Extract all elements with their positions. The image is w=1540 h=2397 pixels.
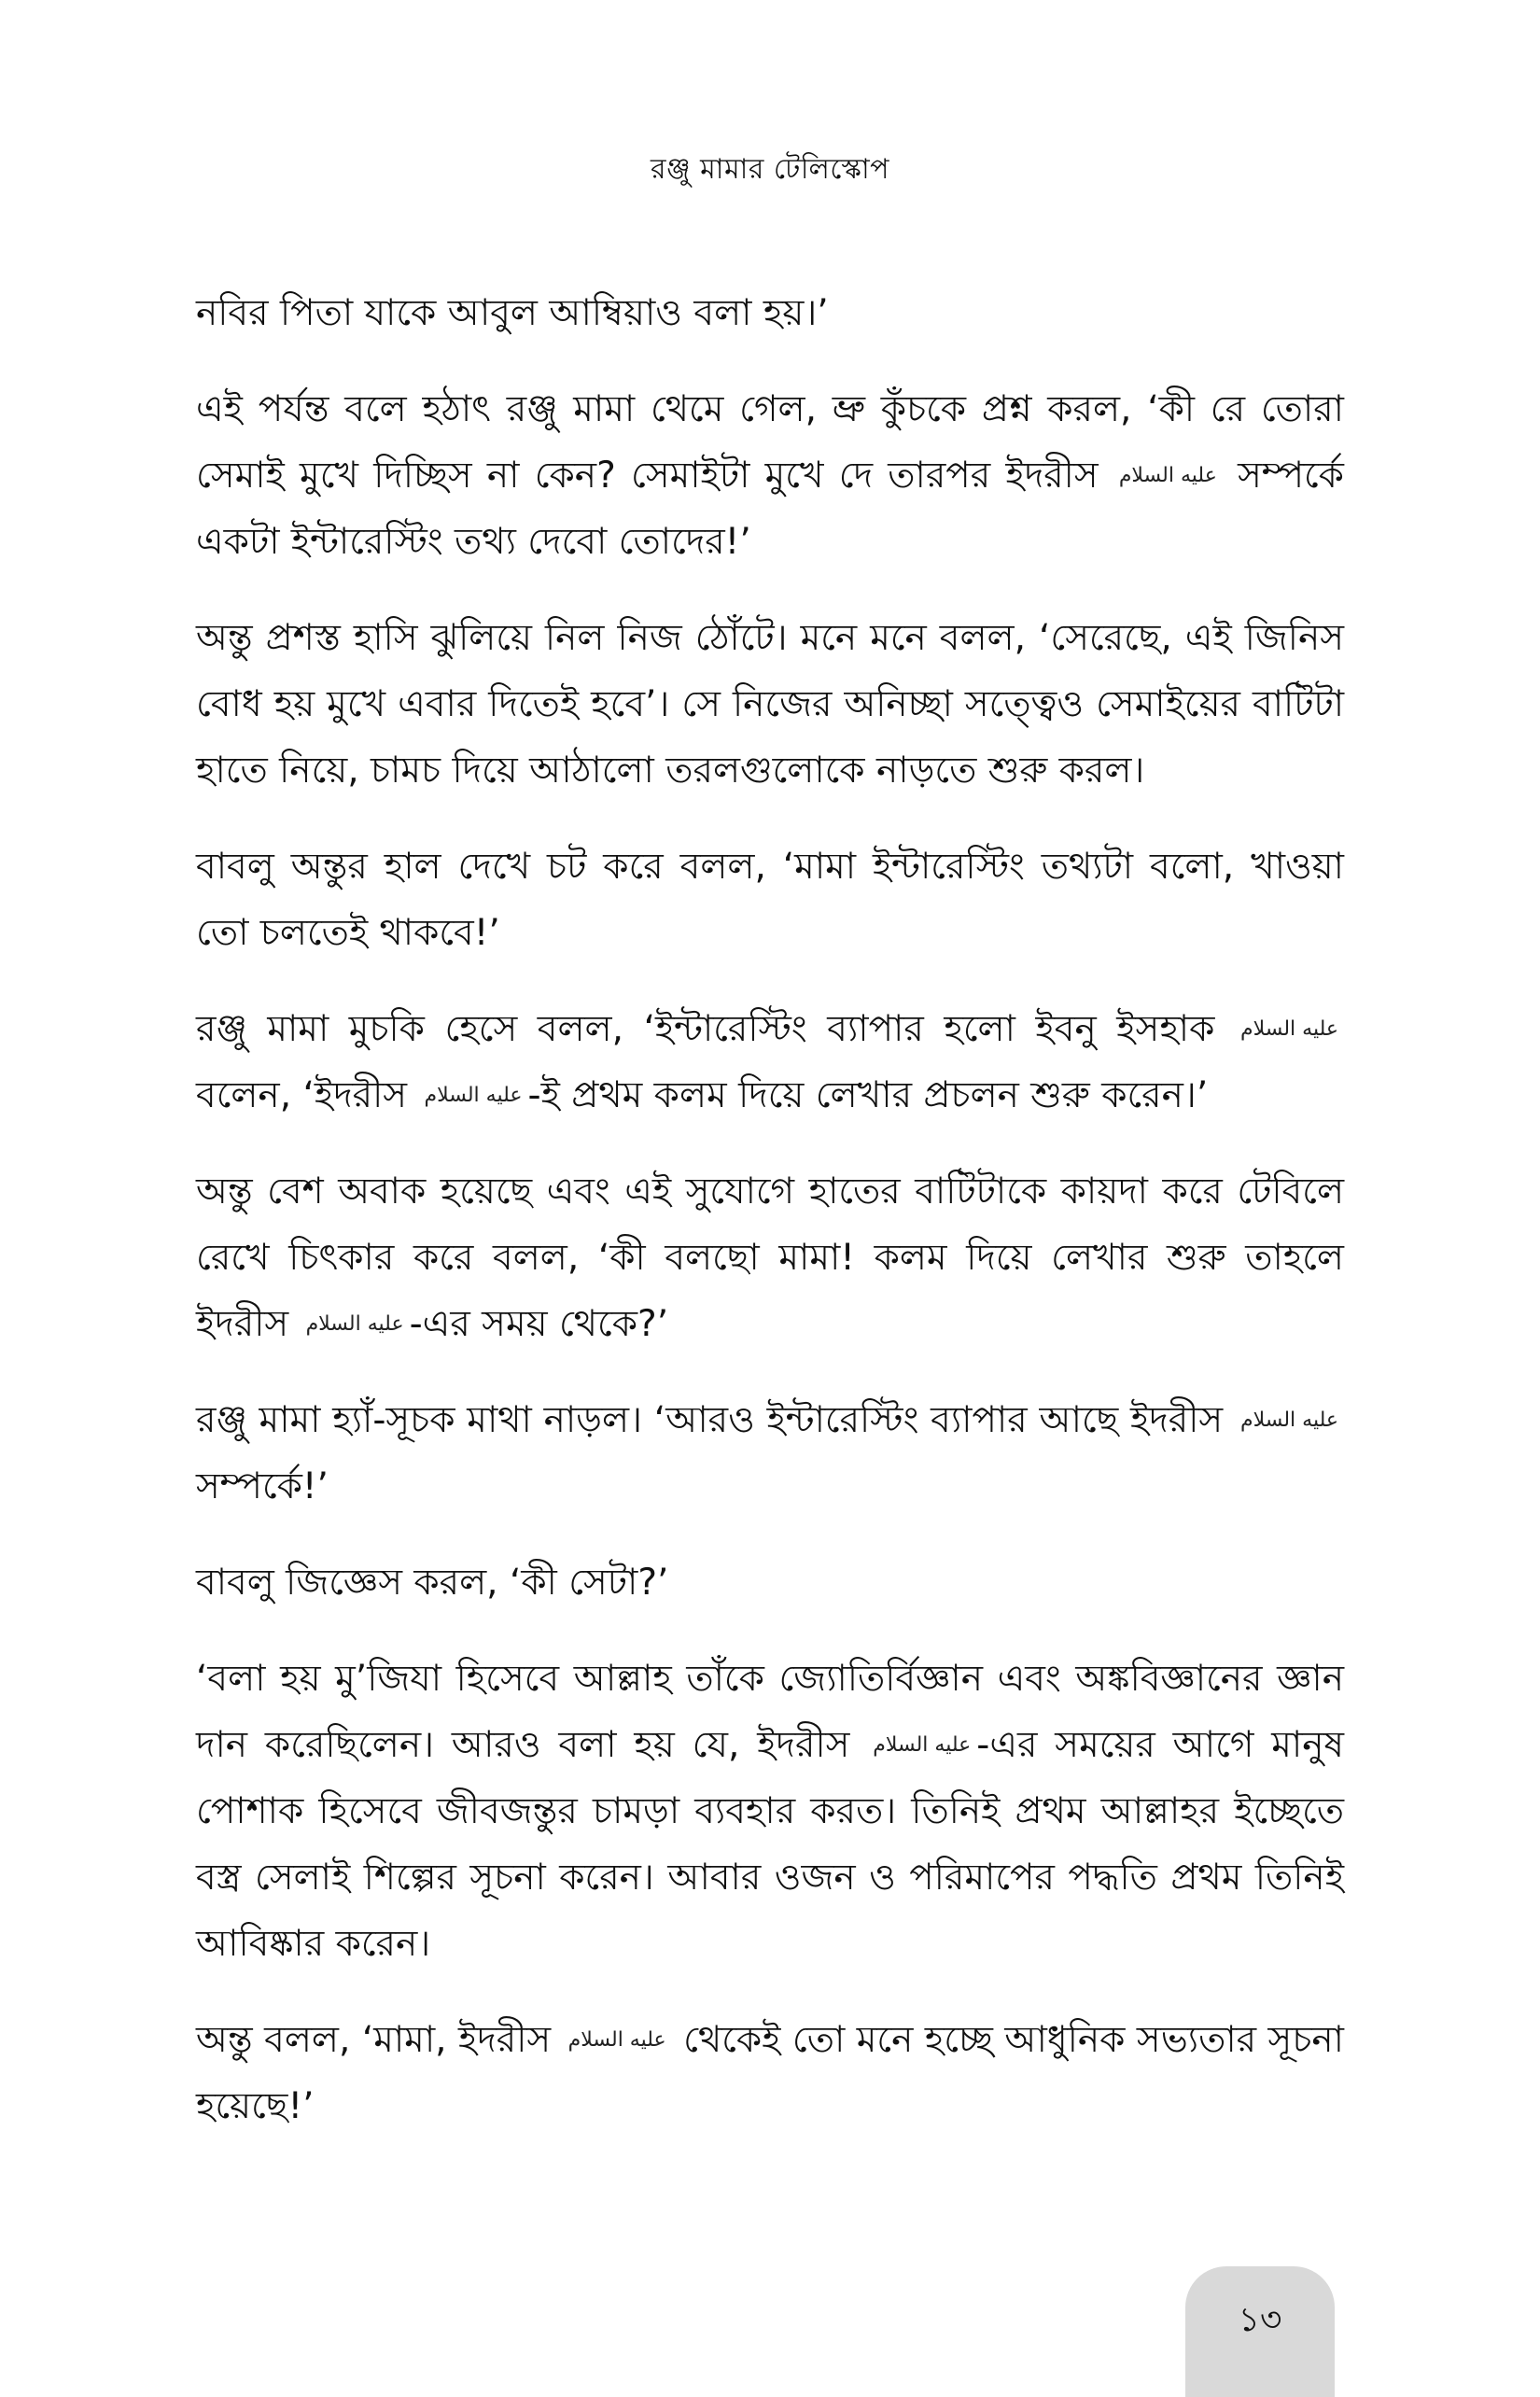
paragraph [196, 376, 1344, 575]
paragraph-text: রঞ্জু মামা মুচকি হেসে বলল, ‘ইন্টারেস্টিং ব্যাপার হলো ইবনু ইসহাক [196, 1008, 1215, 1050]
paragraph [196, 1549, 1344, 1616]
honorific-mark: عليه السلام [305, 1312, 404, 1336]
running-header: রঞ্জু মামার টেলিস্কোপ [650, 153, 890, 186]
paragraph [196, 1387, 1344, 1520]
honorific-mark: عليه السلام [1239, 1409, 1338, 1432]
paragraph-text: বলেন, ‘ইদরীস [196, 1074, 408, 1116]
paragraph-text: সম্পর্কে!’ [196, 1465, 329, 1507]
paragraph-text: অন্তু বলল, ‘মামা, ইদরীস [196, 2019, 552, 2061]
paragraph-text: সম্পর্কে একটা ইন্টারেস্টিং তথ্য দেবো তোদের!’ [196, 455, 1344, 563]
honorific-mark: عليه السلام [1118, 464, 1217, 487]
honorific-mark: عليه السلام [424, 1084, 523, 1107]
paragraph-text: বাবলু অন্তুর হাল দেখে চট করে বলল, ‘মামা ইন্টারেস্টিং তথ্যটা বলো, খাওয়া তো চলতেই থাকবে!’ [196, 846, 1344, 954]
paragraph [196, 605, 1344, 804]
paragraph [196, 2007, 1344, 2139]
paragraph-text: রঞ্জু মামা হ্যাঁ-সূচক মাথা নাড়ল। ‘আরও ইন্টারেস্টিং ব্যাপার আছে ইদরীস [196, 1399, 1224, 1441]
paragraph [196, 996, 1344, 1128]
page-number-tab [1185, 2266, 1335, 2397]
body-text [196, 280, 1344, 2169]
paragraph-text: -ই প্রথম কলম দিয়ে লেখার প্রচলন শুরু করেন।’ [527, 1074, 1209, 1116]
paragraph-text: নবির পিতা যাকে আবুল আম্বিয়াও বলা হয়।’ [196, 292, 829, 334]
paragraph [196, 1158, 1344, 1357]
paragraph [196, 280, 1344, 346]
paragraph [196, 1646, 1344, 1977]
paragraph-text: অন্তু বেশ অবাক হয়েছে এবং এই সুযোগে হাতের বাটিটাকে কায়দা করে টেবিলে রেখে চিৎকার করে বলল, ‘কী বলছো মামা! কলম দিয়ে লেখার শুরু তাহলে ইদরীস [196, 1170, 1344, 1345]
paragraph-text: -এর সময় থেকে?’ [409, 1303, 669, 1345]
paragraph-text: ‘বলা হয় মু’জিযা হিসেবে আল্লাহ তাঁকে জ্যোতির্বিজ্ঞান এবং অঙ্কবিজ্ঞানের জ্ঞান দান করেছিলেন। আরও বলা হয় যে, ইদরীস [196, 1658, 1344, 1766]
honorific-mark: عليه السلام [873, 1733, 972, 1757]
paragraph [196, 834, 1344, 966]
page-number: ১৩ [1238, 2301, 1282, 2339]
honorific-mark: عليه السلام [567, 2028, 666, 2052]
paragraph-text: থেকেই তো মনে হচ্ছে আধুনিক সভ্যতার সূচনা হয়েছে!’ [196, 2019, 1344, 2127]
paragraph-text: -এর সময়ের আগে মানুষ পোশাক হিসেবে জীবজন্তুর চামড়া ব্যবহার করত। তিনিই প্রথম আল্লাহর ইচ্ছেতে বস্ত্র সেলাই শিল্পের সূচনা করেন। আবার ওজন ও পরিমাপের পদ্ধতি প্রথম তিনিই আবিষ্কার করেন। [196, 1724, 1344, 1965]
paragraph-text: এই পর্যন্ত বলে হঠাৎ রঞ্জু মামা থেমে গেল, ভ্রু কুঁচকে প্রশ্ন করল, ‘কী রে তোরা সেমাই মুখে দিচ্ছিস না কেন? সেমাইটা মুখে দে তারপর ইদরীস [196, 388, 1344, 497]
honorific-mark: عليه السلام [1239, 1017, 1338, 1041]
paragraph-text: অন্তু প্রশস্ত হাসি ঝুলিয়ে নিল নিজ ঠোঁটে। মনে মনে বলল, ‘সেরেছে, এই জিনিস বোধ হয় মুখে এবার দিতেই হবে’। সে নিজের অনিচ্ছা সত্ত্বেও সেমাইয়ের বাটিটা হাতে নিয়ে, চামচ দিয়ে আঠালো তরলগুলোকে নাড়তে শুরু করল। [196, 617, 1344, 792]
paragraph-text: বাবলু জিজ্ঞেস করল, ‘কী সেটা?’ [196, 1562, 669, 1604]
